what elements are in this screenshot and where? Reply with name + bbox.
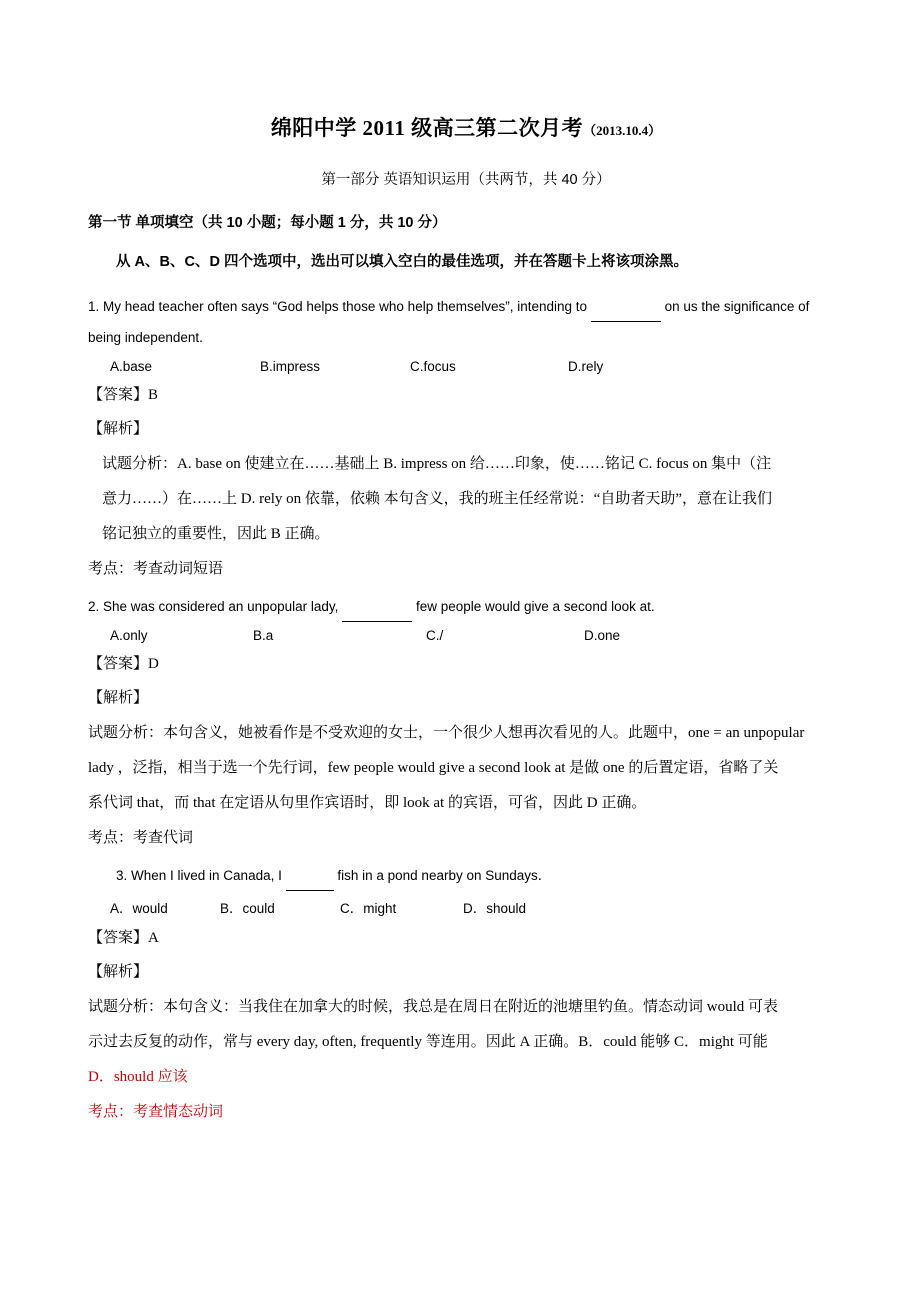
option-a[interactable]: A.base bbox=[110, 359, 153, 374]
instruction-text: 从 A、B、C、D 四个选项中，选出可以填入空白的最佳选项，并在答题卡上将该项涂黑。 bbox=[116, 254, 688, 270]
option-d[interactable]: D.rely bbox=[568, 359, 604, 374]
answer-blank bbox=[342, 608, 412, 622]
option-c[interactable]: C.focus bbox=[410, 359, 456, 374]
question-1-point: 考点：考查动词短语 bbox=[88, 561, 224, 577]
question-2-analysis-line-3: 系代词 that，而 that 在定语从句里作宾语时，即 look at 的宾语，可省，因此 D 正确。 bbox=[88, 795, 647, 811]
question-2-stem-after: few people would give a second look at. bbox=[415, 599, 655, 614]
page-title bbox=[88, 112, 844, 142]
question-2-analysis-line-2: lady ，泛指，相当于选一个先行词，few people would give a second look at 是做 one 的后置定语，省略了关 bbox=[88, 760, 779, 776]
question-1-stem bbox=[88, 291, 844, 353]
option-a[interactable]: A．would bbox=[110, 901, 168, 916]
answer-label: 【答案】 bbox=[88, 387, 149, 403]
question-2-point: 考点：考查代词 bbox=[88, 830, 194, 846]
answer-value: A bbox=[148, 930, 159, 946]
page-title-text: 绵阳中学 2011 级高三第二次月考 bbox=[270, 116, 584, 140]
question-3-stem-before: 3. When I lived in Canada, I bbox=[116, 868, 282, 883]
answer-value: B bbox=[148, 387, 159, 403]
question-2-analysis-line-1: 试题分析：本句含义，她被看作是不受欢迎的女士，一个很少人想再次看见的人。此题中，one = an unpopular bbox=[88, 725, 805, 741]
part-heading: 第一部分 英语知识运用（共两节，共 40 分） bbox=[321, 172, 611, 188]
section-heading: 第一节 单项填空（共 10 小题；每小题 1 分，共 10 分） bbox=[88, 215, 447, 231]
question-1-stem-after: on us the significance of being independent. bbox=[88, 299, 810, 345]
question-3-analysis-line-3: D．should 应该 bbox=[88, 1069, 188, 1085]
question-3-analysis-line-1: 试题分析：本句含义：当我住在加拿大的时候，我总是在周日在附近的池塘里钓鱼。情态动词 would 可表 bbox=[88, 999, 779, 1015]
answer-blank bbox=[591, 308, 661, 322]
document-content bbox=[88, 112, 844, 1134]
option-d[interactable]: D．should bbox=[463, 901, 527, 916]
option-a[interactable]: A.only bbox=[110, 628, 148, 643]
question-1-analysis-line-1: 试题分析：A. base on 使建立在……基础上 B. impress on 给……印象，使……铭记 C. focus on 集中（注 bbox=[102, 456, 772, 472]
option-b[interactable]: B.a bbox=[253, 628, 274, 643]
option-b[interactable]: B．could bbox=[220, 901, 275, 916]
question-3-stem bbox=[88, 860, 844, 891]
answer-value: D bbox=[148, 656, 159, 672]
question-3-analysis-line-2: 示过去反复的动作，常与 every day, often, frequently 等连用。因此 A 正确。B．could 能够 C．might 可能 bbox=[88, 1034, 768, 1050]
option-d[interactable]: D.one bbox=[584, 628, 621, 643]
answer-label: 【答案】 bbox=[88, 656, 149, 672]
page-title-date: （2013.10.4） bbox=[583, 123, 662, 138]
answer-blank bbox=[286, 877, 334, 891]
question-3-stem-after: fish in a pond nearby on Sundays． bbox=[337, 868, 552, 883]
question-3-explain-label: 【解析】 bbox=[88, 964, 149, 980]
question-2-stem bbox=[88, 591, 844, 622]
question-2-explain-label: 【解析】 bbox=[88, 690, 149, 706]
question-1-options bbox=[88, 359, 844, 374]
option-c[interactable]: C．might bbox=[340, 901, 397, 916]
question-3-point: 考点：考查情态动词 bbox=[88, 1104, 224, 1120]
question-1-analysis-line-3: 铭记独立的重要性，因此 B 正确。 bbox=[102, 526, 330, 542]
question-2-options bbox=[88, 628, 844, 643]
question-1-answer bbox=[88, 380, 844, 410]
option-c[interactable]: C./ bbox=[426, 628, 444, 643]
question-3-answer bbox=[88, 923, 844, 953]
question-2-answer bbox=[88, 649, 844, 679]
question-1-analysis-line-2: 意力……）在……上 D. rely on 依靠，依赖 本句含义，我的班主任经常说：“自助者天助”，意在让我们 bbox=[102, 491, 772, 507]
question-2-stem-before: 2. She was considered an unpopular lady, bbox=[88, 599, 339, 614]
question-1-stem-before: 1. My head teacher often says “God helps those who help themselves”, intending to bbox=[88, 299, 588, 314]
answer-label: 【答案】 bbox=[88, 930, 149, 946]
option-b[interactable]: B.impress bbox=[260, 359, 321, 374]
question-1-explain-label: 【解析】 bbox=[88, 421, 149, 437]
question-3-options bbox=[88, 897, 844, 917]
